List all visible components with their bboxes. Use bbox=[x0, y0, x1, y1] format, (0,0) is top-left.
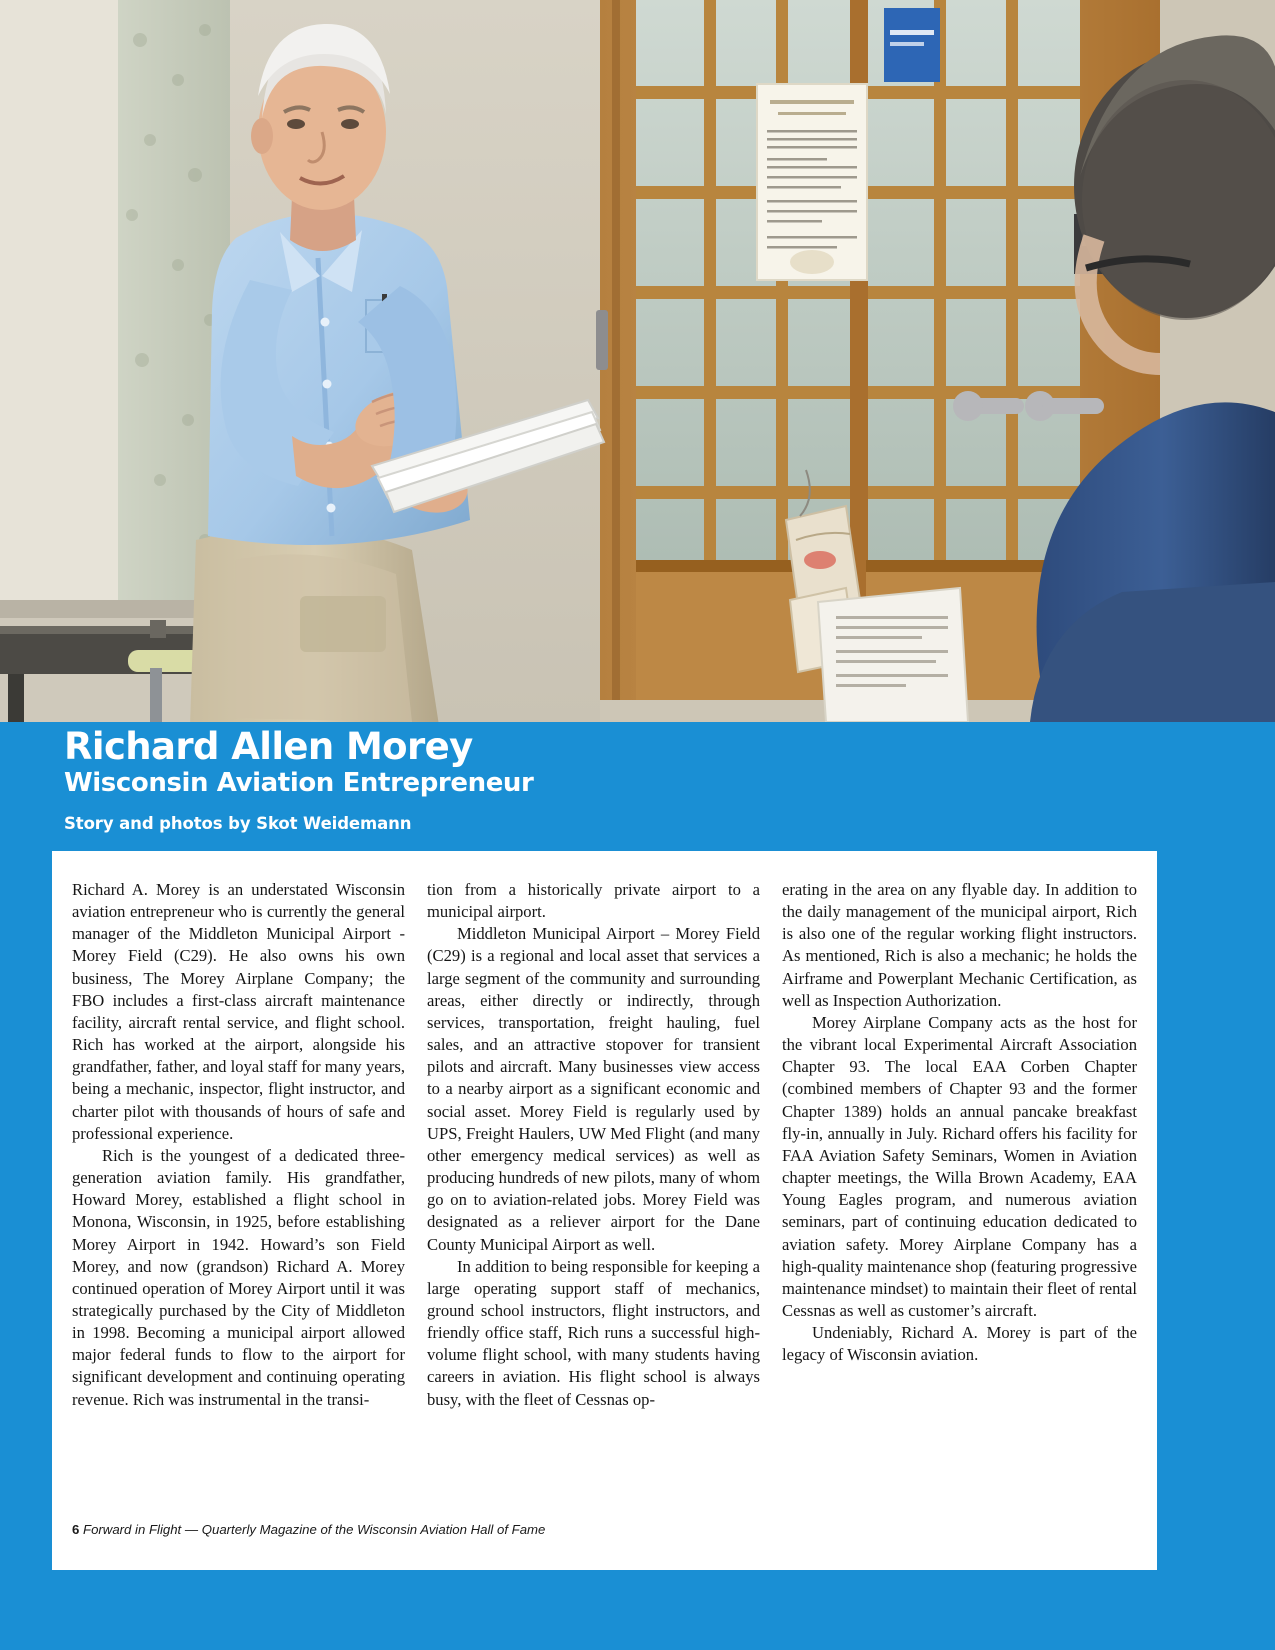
article-column-3 bbox=[782, 879, 1137, 1411]
article-panel bbox=[52, 851, 1157, 1570]
byline: Story and photos by Skot Weidemann bbox=[64, 814, 412, 833]
paragraph: tion from a historically private airport to a municipal airport. bbox=[427, 880, 760, 922]
paragraph: erating in the area on any flyable day. In addition to the daily management of the municipal airport, Rich is also one of the regular working flight instructors. As mentioned, Rich is also a mechanic; he holds the Airframe and Powerplant Mechanic Certification, as well as Inspection Authorization. bbox=[782, 880, 1137, 1010]
headline-block bbox=[64, 726, 1064, 834]
footer-text: Forward in Flight — Quarterly Magazine of the Wisconsin Aviation Hall of Fame bbox=[83, 1522, 546, 1537]
article-photo bbox=[0, 0, 1275, 722]
paragraph: Undeniably, Richard A. Morey is part of the legacy of Wisconsin aviation. bbox=[782, 1323, 1137, 1365]
article-columns bbox=[72, 879, 1137, 1411]
paragraph: Middleton Municipal Airport – Morey Field (C29) is a regional and local asset that services a large segment of the community and surrounding areas, either directly or indirectly, through services, transportation, freight hauling, fuel sales, and an attractive stopover for transient pilots and aircraft. Many businesses view access to a nearby airport as a significant economic and social asset. Morey Field is regularly used by UPS, Freight Haulers, UW Med Flight (and many other emergency medical services) as well as producing hundreds of new pilots, many of whom go on to aviation-related jobs. Morey Field was designated as a reliever airport for the Dane County Municipal Airport as well. bbox=[427, 924, 760, 1254]
paragraph: Morey Airplane Company acts as the host for the vibrant local Experimental Aircraft Association Chapter 93. The local EAA Corben Chapter (combined members of Chapter 93 and the former Chapter 1389) holds an annual pancake breakfast fly-in, annually in July. Richard offers his facility for FAA Aviation Safety Seminars, Women in Aviation chapter meetings, the Willa Brown Academy, EAA Young Eagles program, and numerous aviation seminars, part of continuing education dedicated to aviation safety. Morey Airplane Company has a high-quality maintenance shop (featuring progressive maintenance mindset) to maintain their fleet of rental Cessnas as well as customer’s aircraft. bbox=[782, 1012, 1137, 1320]
page-title: Richard Allen Morey bbox=[64, 725, 473, 768]
page-number: 6 bbox=[72, 1522, 80, 1537]
photo-illustration bbox=[0, 0, 1275, 722]
article-column-1 bbox=[72, 879, 427, 1411]
paragraph: In addition to being responsible for keeping a large operating support staff of mechanics, ground school instructors, flight instructors, and friendly office staff, Rich runs a successful high-volume flight school, with many students having careers in aviation. His flight school is always busy, with the fleet of Cessnas op- bbox=[427, 1256, 760, 1409]
page-footer bbox=[72, 1521, 1137, 1539]
paragraph: Rich is the youngest of a dedicated three-generation aviation family. His grandfather, Howard Morey, established a flight school in Monona, Wisconsin, in 1925, before establishing Morey Airport in 1942. Howard’s son Field Morey, and now (grandson) Richard A. Morey continued operation of Morey Airport until it was strategically purchased by the City of Middleton in 1998. Becoming a municipal airport allowed major federal funds to flow to the airport for significant development and continuing operating revenue. Rich was instrumental in the transi- bbox=[72, 1145, 405, 1409]
article-column-2 bbox=[427, 879, 782, 1411]
page-subtitle: Wisconsin Aviation Entrepreneur bbox=[64, 768, 534, 798]
paragraph: Richard A. Morey is an understated Wisconsin aviation entrepreneur who is currently the general manager of the Middleton Municipal Airport - Morey Field (C29). He also owns his own business, The Morey Airplane Company; the FBO includes a first-class aircraft maintenance facility, aircraft rental service, and flight school. Rich has worked at the airport, alongside his grandfather, father, and loyal staff for many years, being a mechanic, inspector, flight instructor, and charter pilot with thousands of hours of safe and professional experience. bbox=[72, 880, 405, 1143]
